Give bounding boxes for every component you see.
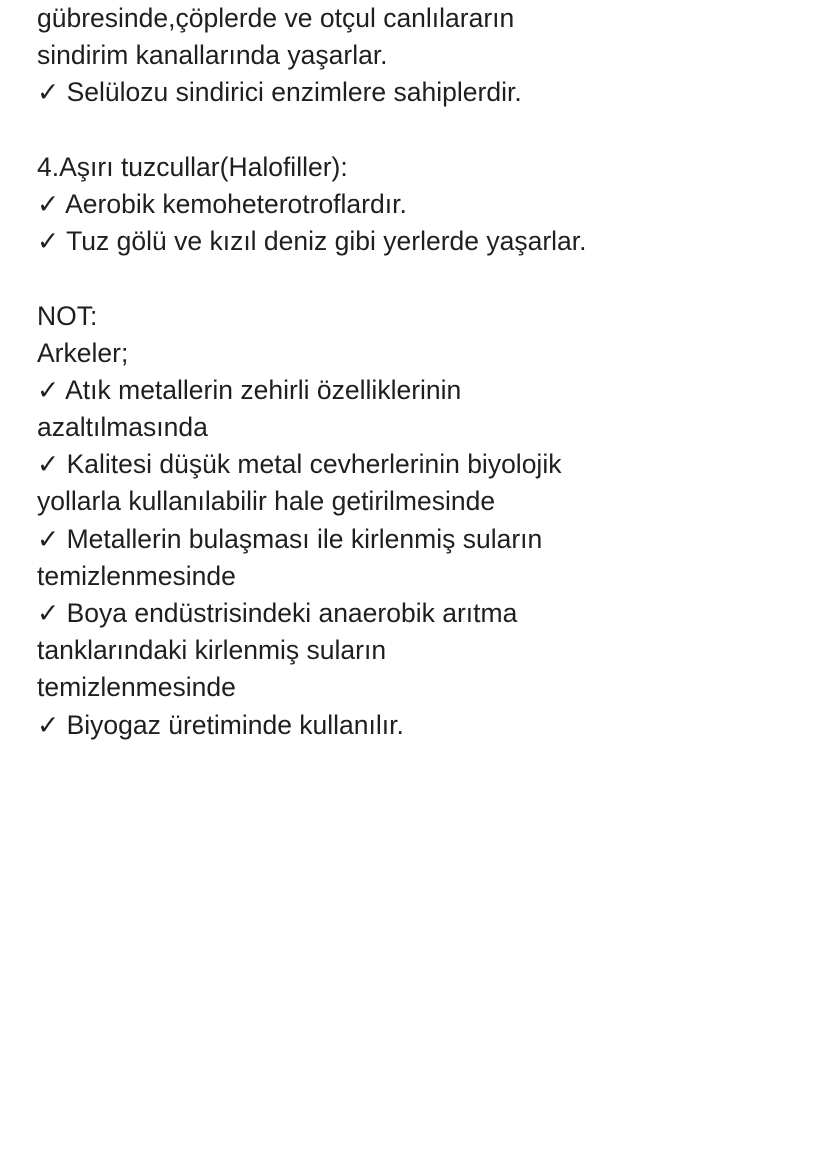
text-line: ✓ Tuz gölü ve kızıl deniz gibi yerlerde yaşarlar. <box>37 226 587 257</box>
text-line: ✓ Boya endüstrisindeki anaerobik arıtma <box>37 598 518 628</box>
note-heading: NOT: <box>37 300 98 331</box>
text-line: ✓ Selülozu sindirici enzimlere sahiplerdir. <box>37 77 522 108</box>
text-line: gübresinde,çöplerde ve otçul canlılararın <box>37 3 515 33</box>
text-line: tanklarındaki kirlenmiş suların <box>37 635 387 666</box>
text-line: ✓ Atık metallerin zehirli özelliklerinin <box>37 374 462 405</box>
text-line: ✓ Biyogaz üretiminde kullanılır. <box>37 709 404 740</box>
section-heading: 4.Aşırı tuzcullar(Halofiller): <box>37 151 348 182</box>
text-line: Arkeler; <box>37 337 129 368</box>
text-line: ✓ Kalitesi düşük metal cevherlerinin biyolojik <box>37 449 562 480</box>
text-line: azaltılmasında <box>37 412 208 443</box>
text-line: sindirim kanallarında yaşarlar. <box>37 40 388 71</box>
blank-line <box>37 260 817 297</box>
text-line: temizlenmesinde <box>37 560 236 591</box>
note-text <box>37 0 817 744</box>
blank-line <box>37 112 817 149</box>
text-line: yollarla kullanılabilir hale getirilmesinde <box>37 486 496 517</box>
text-line: ✓ Aerobik kemoheterotroflardır. <box>37 188 407 219</box>
text-line: temizlenmesinde <box>37 672 236 703</box>
text-line: ✓ Metallerin bulaşması ile kirlenmiş suların <box>37 523 543 554</box>
